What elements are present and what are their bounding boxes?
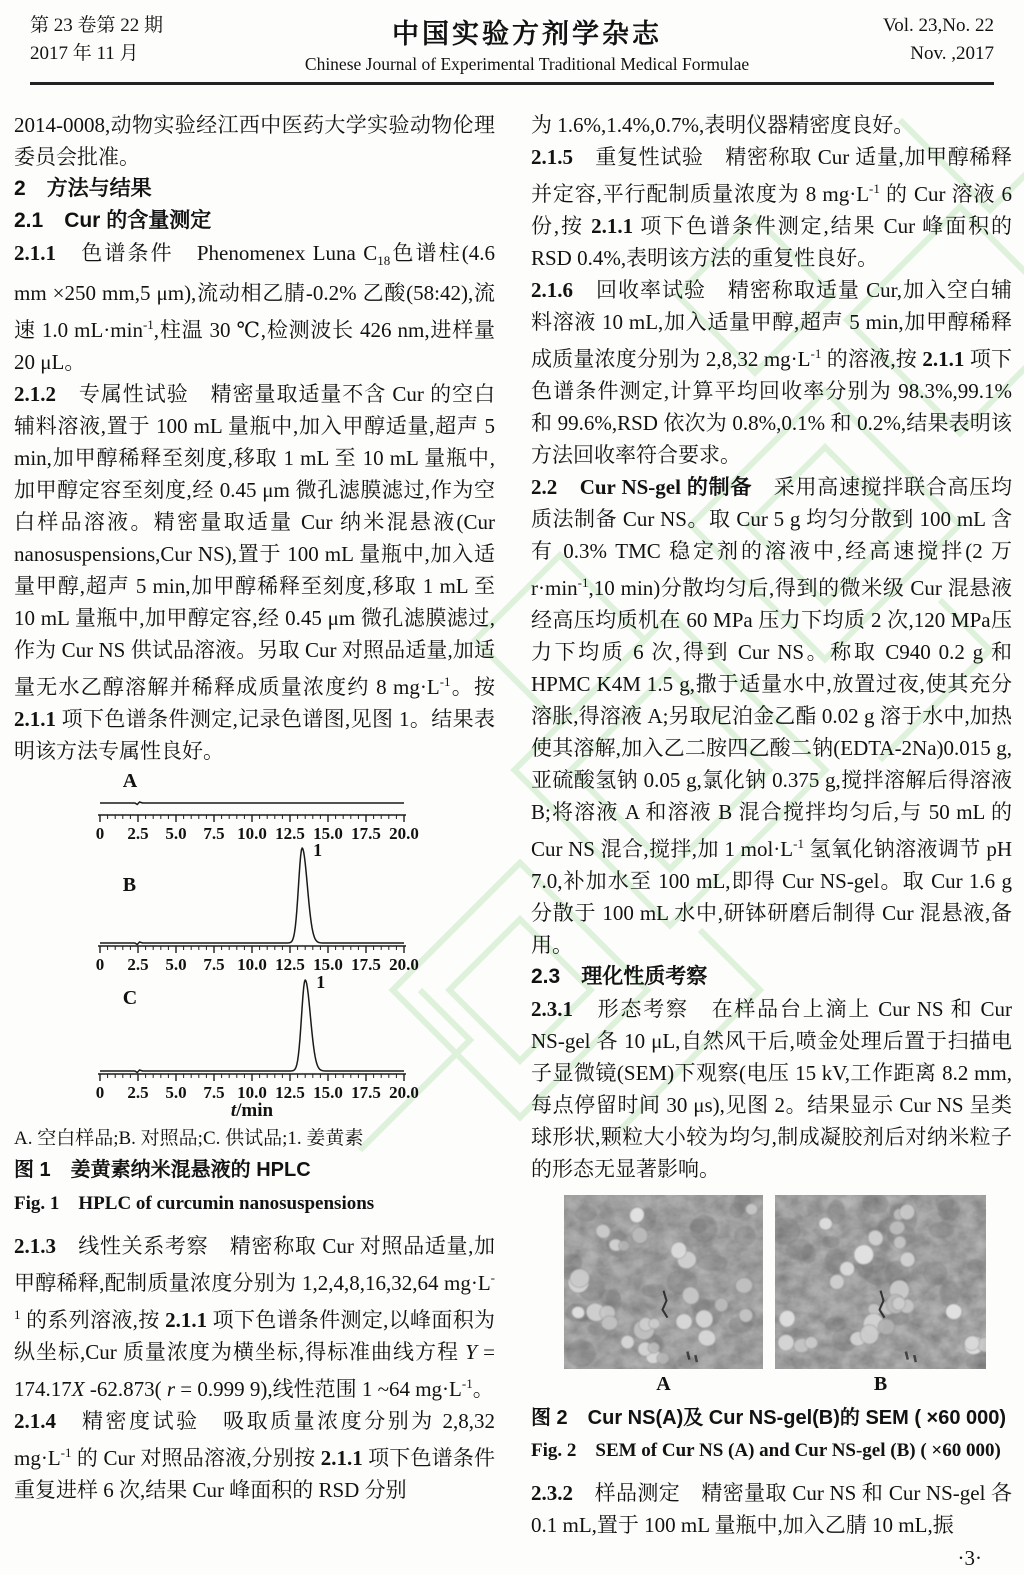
volume-block [834,12,994,68]
heading-methods-results [14,173,495,205]
text-run: 2.1.3 [14,1234,56,1258]
caption-line: A. 空白样品;B. 对照品;C. 供试品;1. 姜黄素 [14,1128,364,1149]
svg-text:0: 0 [95,1083,105,1102]
svg-text:7.5: 7.5 [203,1083,225,1102]
para-2-2 [531,471,1012,961]
svg-text:17.5: 17.5 [351,1083,381,1102]
text-run: -1 [577,575,589,590]
figure-2 [531,1195,1012,1467]
page-number: ·3· [957,1546,982,1570]
svg-text:5.0: 5.0 [165,955,187,974]
text-run: 的系列溶液,按 [20,1308,166,1332]
text-run: r [166,1377,176,1401]
svg-text:A: A [122,771,138,792]
svg-text:17.5: 17.5 [351,824,381,843]
heading-2-1 [14,205,495,237]
text-run: 18 [377,253,391,268]
text-run: 2.3 理化性质考察 [531,965,708,988]
journal-title-block [220,12,834,75]
svg-text:15.0: 15.0 [313,1083,343,1102]
para-2-3-1 [531,993,1012,1185]
text-run: 2.1.6 [531,278,573,302]
text-run: X [71,1377,85,1401]
text-run: 专属性试验 精密量取适量不含 Cur 的空白辅料溶液,置于 100 mL 量瓶中,加入甲醇适量,超声 5 min,加甲醇稀释至刻度,移取 1 mL 至 10 mL 量瓶中,加甲醇定容至刻度,经 0.45 μm 微孔滤膜滤过,作为空白样品溶液。精密量取适量 Cur 纳米混悬液(Cur nanosuspensions,Cur NS),置于 100 mL 量瓶中,加入适量甲醇,超声 5 min,加甲醇稀释至刻度,移取 1 mL 至 10 mL 量瓶中,加甲醇定容,经 0.45 μm 微孔滤膜滤过,作为 Cur NS 供试品溶液。另取 Cur 对照品适量,加适量无水乙醇溶解并稀释成质量浓度约 8 mg·L [14,382,495,699]
journal-title-en: Chinese Journal of Experimental Traditional Medical Formulae [304,54,750,74]
text-run: 色谱条件 Phenomenex Luna C [56,241,378,265]
figure-1-hplc [14,771,495,1123]
svg-text:10.0: 10.0 [237,824,267,843]
issue-date-zh: 2017 年 11 月 [30,43,139,64]
text-run: -1 [60,1445,72,1460]
caption-line: Fig. 1 HPLC of curcumin nanosuspensions [14,1193,375,1214]
svg-text:B: B [122,874,137,896]
text-run: 项下色谱条件测定,结果 Cur 峰面积的 RSD 0.4%,表明该方法的重复性良好。 [531,214,1013,270]
issue-number: 第 23 卷第 22 期 [30,15,164,36]
svg-text:12.5: 12.5 [275,955,305,974]
sem-images [531,1195,1012,1369]
svg-text:15.0: 15.0 [313,955,343,974]
text-run: 项下色谱条件测定,计算平均回收率分别为 98.3%,99.1% 和 99.6%,RSD 依次为 0.8%,0.1% 和 0.2%,结果表明该方法回收率符合要求。 [531,347,1013,467]
text-run: Y [465,1340,477,1364]
sem-panel-labels [531,1369,1012,1399]
text-run: 回收率试验 精密称取适量 Cur,加入空白辅料溶液 10 mL,加入适量甲醇,超声 5 min,加甲醇稀释成质量浓度分别为 2,8,32 mg·L [531,278,1012,371]
text-run: 采用高速搅拌联合高压均质法制备 Cur NS。取 Cur 5 g 均匀分散到 100 mL 含有 0.3% TMC 稳定剂的溶液中,经高速搅拌(2 万 r·min [531,475,1013,600]
journal-title-zh: 中国实验方剂学杂志 [392,19,662,49]
text-run: 2.1.4 [14,1409,56,1433]
text-run: 。 [472,1377,494,1401]
text-run: 氢氧化钠溶液调节 pH 7.0,补加水至 100 mL,即得 Cur NS-gel。取 Cur 1.6 g 分散于 100 mL 水中,研钵研磨后制得 Cur 混悬液,备用。 [531,837,1012,957]
figure-2-caption-en: Fig. 2 SEM of Cur NS (A) and Cur NS-gel (B) ( ×60 000) [531,1440,1001,1461]
heading-2-3 [531,961,1012,993]
page-header [0,0,1024,75]
text-run: 2.1.1 [165,1308,208,1332]
svg-text:1: 1 [316,972,326,992]
svg-text:10.0: 10.0 [237,1083,267,1102]
svg-text:t/min: t/min [230,1100,274,1121]
svg-text:12.5: 12.5 [275,1083,305,1102]
right-column [531,109,1012,1575]
svg-text:20.0: 20.0 [389,1083,419,1102]
text-run: -1 [142,317,154,332]
sem-panel-label-b: B [873,1373,888,1395]
para-ethics-approval [14,109,495,173]
text-run: 2.1.5 [531,145,573,169]
text-run: 2.1.1 [922,347,965,371]
text-run: = 174.17 [14,1340,496,1401]
text-run: 2.3.1 [531,997,573,1021]
text-run: -1 [793,836,804,851]
sem-image-cur-ns-gel [775,1195,986,1369]
text-run: -1 [439,674,451,689]
text-run: 精密度试验 吸取质量浓度分别为 2,8,32 mg·L [14,1409,495,1470]
text-run: 的 Cur 对照品溶液,分别按 [71,1446,321,1470]
svg-text:12.5: 12.5 [275,824,305,843]
text-run: 线性关系考察 精密称取 Cur 对照品适量,加甲醇稀释,配制质量浓度分别为 1,2,4,8,16,32,64 mg·L [14,1234,495,1295]
text-run: 的溶液,按 [821,347,923,371]
text-run: = 0.999 9),线性范围 1 ~64 mg·L [175,1377,462,1401]
text-run: -62.873( [84,1377,167,1401]
two-column-body [0,85,1024,1575]
svg-text:15.0: 15.0 [313,824,343,843]
text-run: 为 1.6%,1.4%,0.7%,表明仪器精密度良好。 [531,113,915,137]
figure-2-caption-zh: 图 2 Cur NS(A)及 Cur NS-gel(B)的 SEM ( ×60 000) [531,1407,1007,1429]
text-run: -1 [14,1270,495,1322]
svg-text:2.5: 2.5 [127,1083,149,1102]
volume-number: Vol. 23,No. 22 [882,15,994,36]
para-2-1-2 [14,378,495,767]
text-run: 项下色谱条件测定,以峰面积为纵坐标,Cur 质量浓度为横坐标,得标准曲线方程 [14,1308,496,1364]
text-run: -1 [461,1376,473,1391]
text-run: 2.1.1 [320,1446,363,1470]
text-run: -1 [810,346,822,361]
text-run: 重复性试验 精密称取 Cur 适量,加甲醇稀释并定容,平行配制质量浓度为 8 mg·L [531,145,1012,206]
text-run: ,10 min)分散均匀后,得到的微米级 Cur 混悬液经高压均质机在 60 MPa 压力下均质 2 次,120 MPa压力下均质 6 次,得到 Cur NS。称取 C940 0.2 g 和 HPMC K4M 1.5 g,撒于适量水中,放置过夜,使其充分溶胀,得溶液 A;另取尼泊金乙酯 0.02 g 溶于水中,加热使其溶解,加入乙二胺四乙酸二钠(EDTA-2Na)0.015 g,亚硫酸氢钠 0.05 g,氯化钠 0.375 g,搅拌溶解后得溶液 B;将溶液 A 和溶液 B 混合搅拌均匀后,与 50 mL 的 Cur NS 混合,搅拌,加 1 mol·L [531,576,1012,861]
issue-date-en: Nov. ,2017 [910,43,994,64]
text-run: 2.1.2 [14,382,56,406]
svg-text:0: 0 [95,955,105,974]
svg-text:20.0: 20.0 [389,824,419,843]
para-2-1-5 [531,141,1012,274]
issue-block [30,12,220,68]
svg-text:7.5: 7.5 [203,824,225,843]
text-run: 形态考察 在样品台上滴上 Cur NS 和 Cur NS-gel 各 10 μL,自然风干后,喷金处理后置于扫描电子显微镜(SEM)下观察(电压 15 kV,工作距离 8.2 mm,每点停留时间 30 μs),见图 2。结果显示 Cur NS 呈类球形状,颗粒大小较为均匀,制成凝胶剂后对纳米粒子的形态无显著影响。 [531,997,1012,1181]
text-run: ,柱温 30 ℃,检测波长 426 nm,进样量 20 μL。 [14,318,496,374]
para-2-1-4-cont [531,109,1012,141]
text-run: 样品测定 精密量取 Cur NS 和 Cur NS-gel 各 0.1 mL,置于 100 mL 量瓶中,加入乙腈 10 mL,振 [531,1481,1012,1537]
sem-panel-label-a: A [656,1373,671,1395]
svg-text:2.5: 2.5 [127,824,149,843]
text-run: -1 [869,181,880,196]
text-run: 项下色谱条件测定,记录色谱图,见图 1。结果表明该方法专属性良好。 [14,707,495,763]
figure-1-caption [14,1123,495,1220]
para-2-1-4 [14,1405,495,1506]
svg-text:17.5: 17.5 [351,955,381,974]
text-run: 的 Cur 溶液 6 份,按 [531,182,1012,238]
text-run: 。按 [450,675,496,699]
text-run: 2.1.1 [14,707,56,731]
svg-text:1: 1 [313,840,323,860]
svg-text:5.0: 5.0 [165,824,187,843]
para-2-1-1 [14,237,495,378]
svg-text:7.5: 7.5 [203,955,225,974]
svg-text:10.0: 10.0 [237,955,267,974]
svg-text:20.0: 20.0 [389,955,419,974]
text-run: 2.1.1 [591,214,634,238]
svg-text:5.0: 5.0 [165,1083,187,1102]
text-run: 2.1.1 [14,241,56,265]
text-run: 2.1 Cur 的含量测定 [14,209,212,232]
svg-text:2.5: 2.5 [127,955,149,974]
sem-image-cur-ns [564,1195,763,1369]
para-2-1-3 [14,1230,495,1405]
text-run: 2.2 [531,475,558,499]
text-run: 2014-0008,动物实验经江西中医药大学实验动物伦理委员会批准。 [14,113,495,169]
text-run: 2 方法与结果 [14,177,152,200]
svg-text:C: C [122,987,138,1009]
left-column [14,109,495,1575]
text-run: Cur NS-gel 的制备 [557,475,753,499]
para-2-3-2 [531,1477,1012,1541]
svg-text:0: 0 [95,824,105,843]
hplc-chromatograms [14,771,495,1123]
text-run: 2.3.2 [531,1481,573,1505]
para-2-1-6 [531,274,1012,471]
caption-line: 图 1 姜黄素纳米混悬液的 HPLC [14,1159,311,1181]
text-run: 项下色谱条件重复进样 6 次,结果 Cur 峰面积的 RSD 分别 [14,1446,496,1502]
text-run: 色谱柱(4.6 mm ×250 mm,5 μm),流动相乙腈-0.2% 乙酸(58:42),流速 1.0 mL·min [14,241,495,342]
